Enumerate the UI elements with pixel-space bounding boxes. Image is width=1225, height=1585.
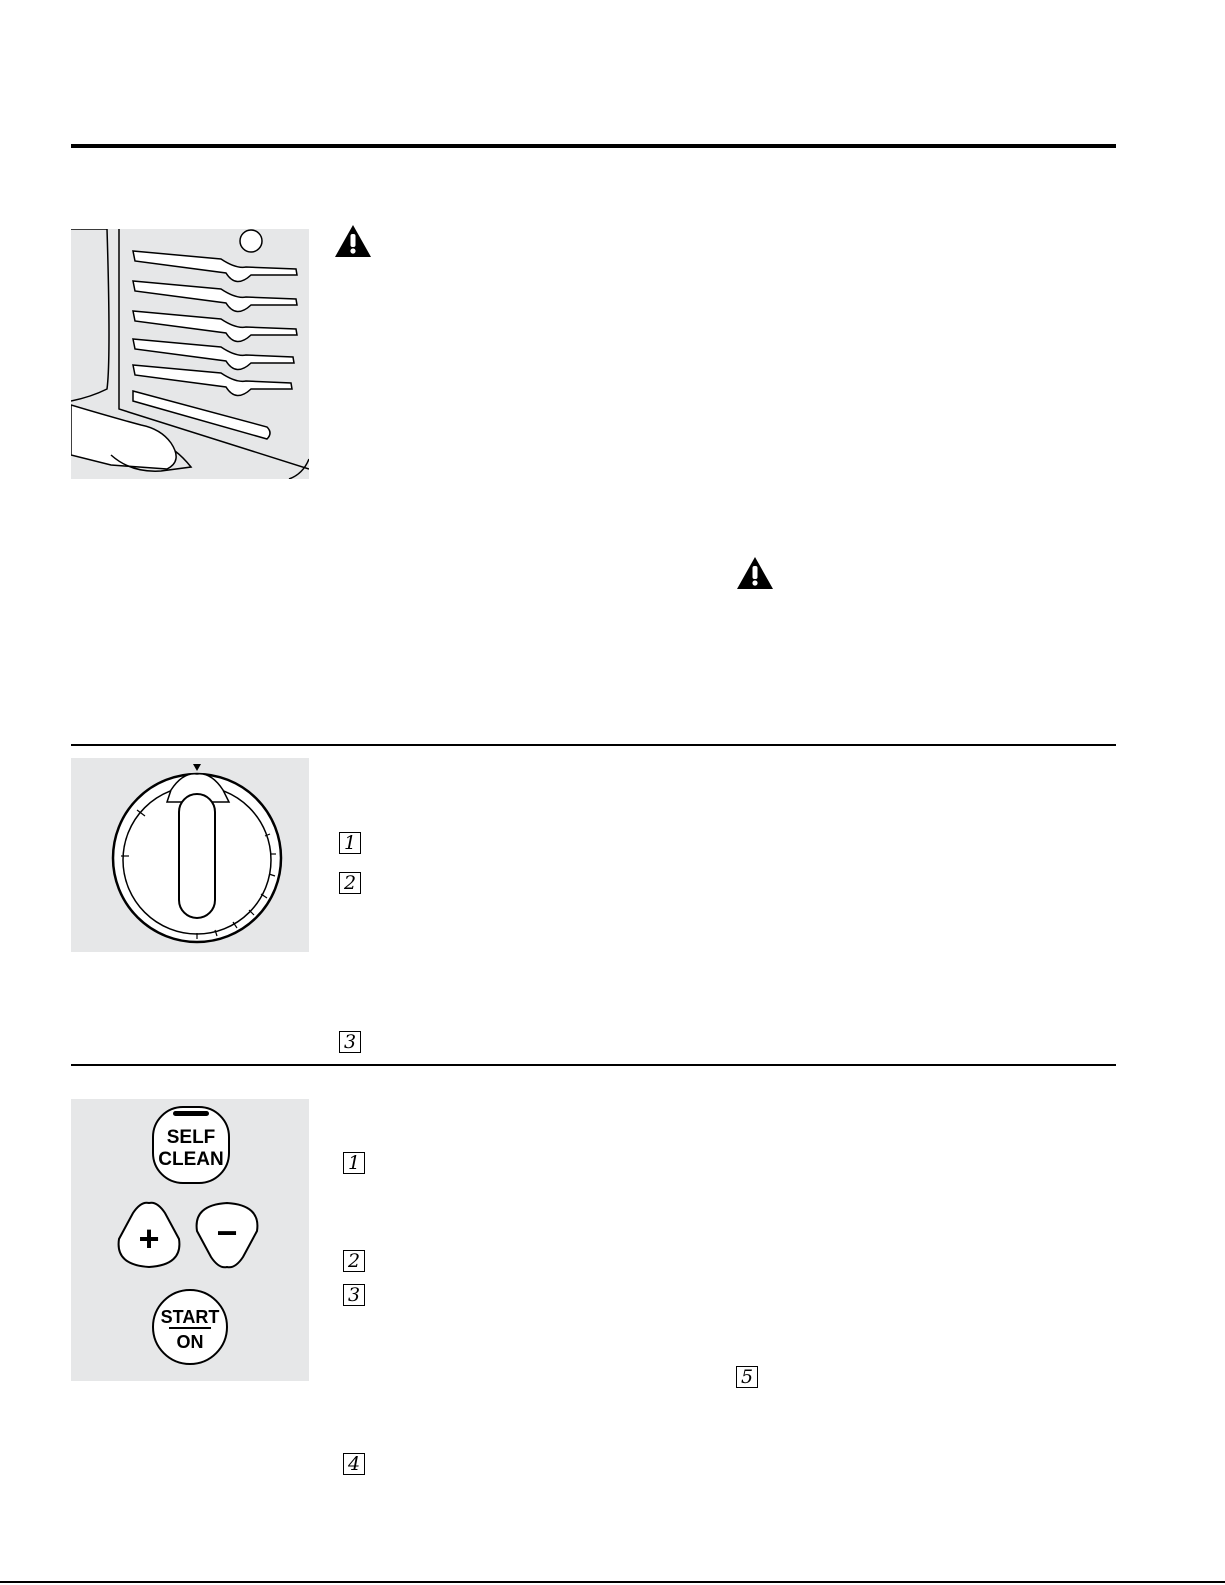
on-label: ON	[176, 1332, 204, 1352]
self-clean-label-line1: SELF	[166, 1127, 216, 1148]
step-number: 4	[343, 1453, 365, 1475]
self-clean-button	[153, 1107, 229, 1183]
step-number: 2	[343, 1250, 365, 1272]
step-number: 2	[339, 872, 361, 894]
oven-dial-illustration	[71, 758, 309, 952]
step-number: 5	[736, 1366, 758, 1388]
plus-label: +	[138, 1218, 160, 1259]
section-divider	[71, 744, 1116, 746]
warning-triangle-icon	[736, 556, 774, 590]
step-number: 1	[339, 832, 361, 854]
header-rule	[71, 144, 1116, 148]
start-on-button	[153, 1290, 227, 1364]
warning-triangle-icon	[334, 224, 372, 258]
start-label: START	[160, 1307, 220, 1327]
page-bottom-rule	[0, 1581, 1225, 1583]
step-number: 3	[343, 1284, 365, 1306]
oven-interior-illustration	[71, 229, 309, 479]
self-clean-controls-illustration	[71, 1099, 309, 1381]
step-number: 1	[343, 1152, 365, 1174]
step-number: 3	[339, 1031, 361, 1053]
self-clean-label-line2: CLEAN	[158, 1149, 224, 1170]
minus-label: −	[216, 1212, 238, 1253]
section-divider	[71, 1064, 1116, 1066]
